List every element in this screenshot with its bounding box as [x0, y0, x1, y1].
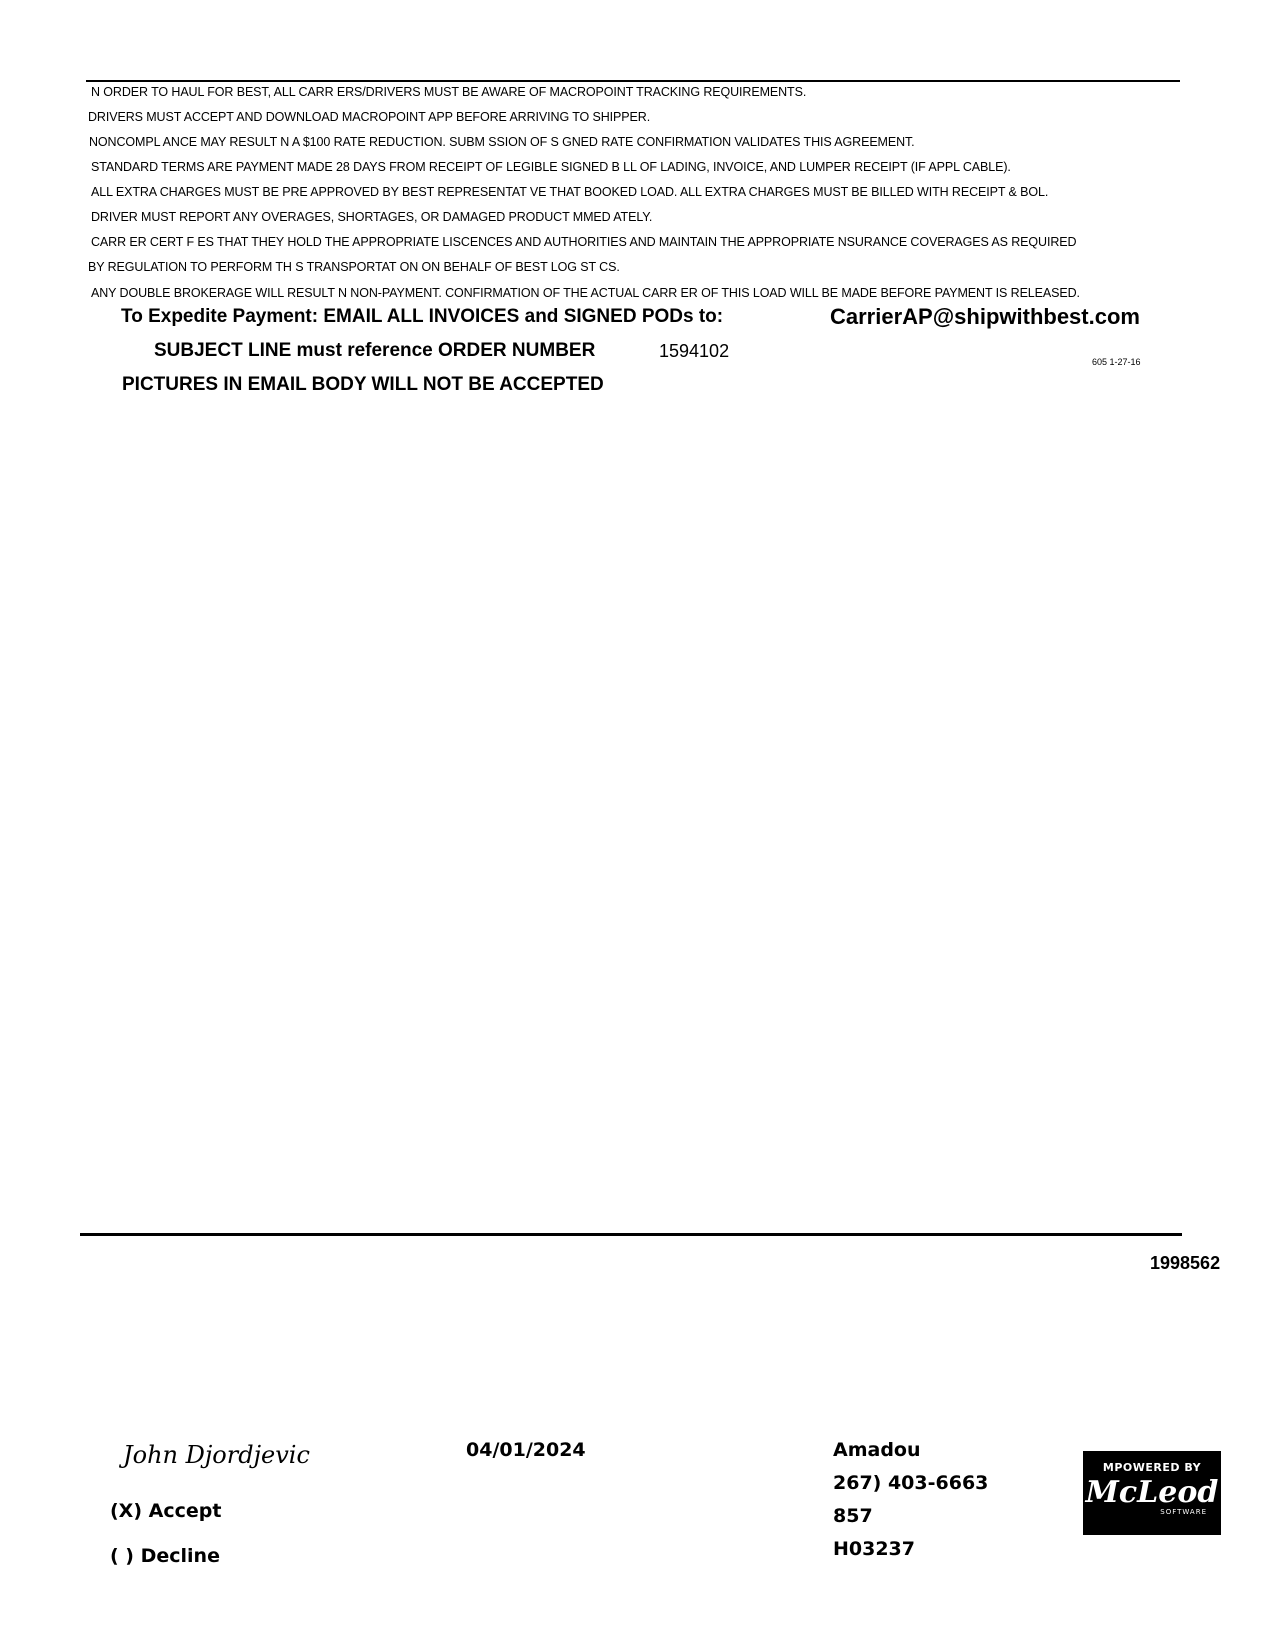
contact-extension: 857	[833, 1505, 873, 1527]
term-line: NONCOMPL ANCE MAY RESULT N A $100 RATE REDUCTION. SUBM SSION OF S GNED RATE CONFIRMATION VALIDATES THIS AGREEMENT.	[89, 135, 915, 149]
logo-powered-by: MPOWERED BY	[1102, 1461, 1202, 1474]
term-line: DRIVER MUST REPORT ANY OVERAGES, SHORTAGES, OR DAMAGED PRODUCT MMED ATELY.	[91, 210, 653, 224]
pictures-notice: PICTURES IN EMAIL BODY WILL NOT BE ACCEPTED	[122, 374, 604, 395]
order-number: 1594102	[659, 341, 730, 361]
accept-option[interactable]: (X) Accept	[110, 1500, 222, 1522]
term-line: STANDARD TERMS ARE PAYMENT MADE 28 DAYS FROM RECEIPT OF LEGIBLE SIGNED B LL OF LADING, INVOICE, AND LUMPER RECEIPT (IF APPL CABLE).	[91, 160, 1011, 174]
document-number: 1998562	[1150, 1253, 1221, 1273]
decline-option[interactable]: ( ) Decline	[110, 1545, 220, 1567]
contact-code: H03237	[833, 1538, 916, 1560]
term-line: ALL EXTRA CHARGES MUST BE PRE APPROVED BY BEST REPRESENTAT VE THAT BOOKED LOAD. ALL EXTRA CHARGES MUST BE BILLED WITH RECEIPT & BOL.	[91, 185, 1049, 199]
top-rule	[86, 80, 1180, 82]
signature: John Djordjevic	[123, 1441, 310, 1469]
bottom-rule	[80, 1233, 1182, 1236]
term-line: ANY DOUBLE BROKERAGE WILL RESULT N NON-PAYMENT. CONFIRMATION OF THE ACTUAL CARR ER OF THIS LOAD WILL BE MADE BEFORE PAYMENT IS RELEASED.	[91, 286, 1080, 300]
mcleod-logo	[1083, 1451, 1221, 1535]
carrier-ap-email: CarrierAP@shipwithbest.com	[830, 304, 1140, 329]
signed-date: 04/01/2024	[466, 1439, 586, 1461]
term-line: DRIVERS MUST ACCEPT AND DOWNLOAD MACROPOINT APP BEFORE ARRIVING TO SHIPPER.	[88, 110, 651, 124]
term-line: CARR ER CERT F ES THAT THEY HOLD THE APPROPRIATE LISCENCES AND AUTHORITIES AND MAINTAIN THE APPROPRIATE NSURANCE COVERAGES AS REQUIRED	[91, 235, 1077, 249]
term-line: N ORDER TO HAUL FOR BEST, ALL CARR ERS/DRIVERS MUST BE AWARE OF MACROPOINT TRACKING REQUIREMENTS.	[91, 85, 807, 99]
logo-brand: McLeod	[1085, 1475, 1219, 1510]
subject-line-label: SUBJECT LINE must reference ORDER NUMBER	[154, 340, 596, 361]
logo-software: SOFTWARE	[1160, 1508, 1207, 1516]
contact-phone: 267) 403-6663	[833, 1472, 989, 1494]
term-line: BY REGULATION TO PERFORM TH S TRANSPORTAT ON ON BEHALF OF BEST LOG ST CS.	[88, 260, 620, 274]
form-code: 605 1-27-16	[1092, 357, 1141, 367]
contact-name: Amadou	[833, 1439, 921, 1461]
expedite-payment-label: To Expedite Payment: EMAIL ALL INVOICES and SIGNED PODs to:	[121, 306, 724, 327]
